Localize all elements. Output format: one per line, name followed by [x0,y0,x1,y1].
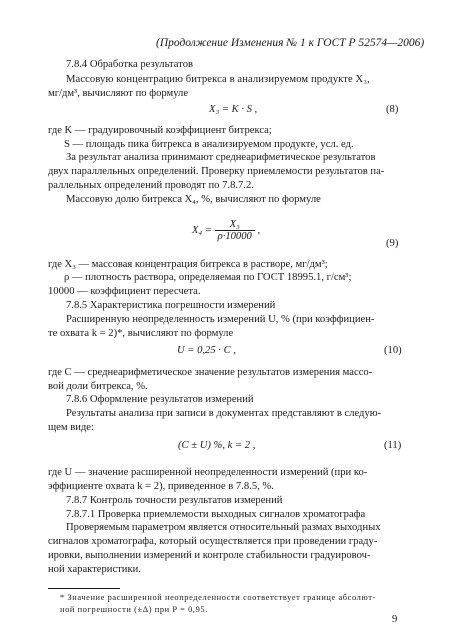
equation-10: U = 0,25 · C , [177,345,236,356]
text-line: За результат анализа принимают среднеарифметическое результатов [66,152,376,163]
text-line: Расширенную неопределенность измерений U, % (при коэффициен- [66,314,375,325]
equation-number: (10) [384,345,402,356]
equation-8: X₃ = K · S , [209,104,258,115]
definition-line: где C — среднеарифметическое значение результатов измерения массо- [48,367,373,378]
equation-9: X₄ = $\frac{\text{X₃}}{\rho\cdot 10000}$ , [192,219,261,242]
text-line: вой доли битрекса, %. [48,381,148,392]
section-heading-7-8-4: 7.8.4 Обработка результатов [66,59,193,70]
equation-11: (C ± U) %, k = 2 , [178,440,256,451]
text-line: Массовую концентрацию битрекса в анализируемом продукте X₃, [66,74,370,85]
text-line: Результаты анализа при записи в документах представляют в следую- [66,408,382,419]
equation-number: (8) [386,104,399,115]
definition-line: 10000 — коэффициент пересчета. [48,286,201,297]
text-line: ной характеристики. [48,564,141,575]
page-header: (Продолжение Изменения № 1 к ГОСТ Р 52574—2006) [156,37,425,49]
text-line: щем виде: [48,422,94,433]
page-number: 9 [392,614,398,625]
definition-line: ρ — плотность раствора, определяемая по ГОСТ 18995.1, г/см³; [64,272,352,283]
footnote-rule [48,588,120,589]
text-line: эффициенте охвата k = 2), приведенное в 7.8.5, %. [48,481,274,492]
text-line: раллельных определений проводят по 7.8.7.2. [48,180,254,191]
footnote: * Значение расширенной неопределенности соответствует границе абсолют- ной погрешности (±Δ) при P = 0,95. [60,593,376,614]
text-line: Проверяемым параметром является относительный размах выходных [66,522,381,533]
text-line: двух параллельных определений. Проверку приемлемости результатов па- [48,166,385,177]
definition-line: где K — градуировочный коэффициент битрекса; [48,125,272,136]
text-line: те охвата k = 2)*, вычисляют по формуле [48,328,234,339]
equation-number: (9) [386,238,399,249]
section-heading-7-8-6: 7.8.6 Оформление результатов измерений [66,394,254,405]
definition-line: где X₃ — массовая концентрация битрекса в растворе, мг/дм³; [48,259,328,270]
text-line: мг/дм³, вычисляют по формуле [48,88,189,99]
definition-line: S — площадь пика битрекса в анализируемом продукте, усл. ед. [64,139,354,150]
section-heading-7-8-7: 7.8.7 Контроль точности результатов измерений [66,495,283,506]
section-heading-7-8-5: 7.8.5 Характеристика погрешности измерений [66,300,276,311]
section-heading-7-8-7-1: 7.8.7.1 Проверка приемлемости выходных сигналов хроматографа [66,509,366,520]
equation-number: (11) [384,440,402,451]
definition-line: где U — значение расширенной неопределенности измерений (при ко- [48,467,368,478]
text-line: ировки, выполнении измерений и контроле стабильности градуировоч- [48,550,371,561]
text-line: Массовую долю битрекса X₄, %, вычисляют по формуле [66,194,321,205]
text-line: сигналов хроматографа, который осуществляется при проведении граду- [48,536,378,547]
